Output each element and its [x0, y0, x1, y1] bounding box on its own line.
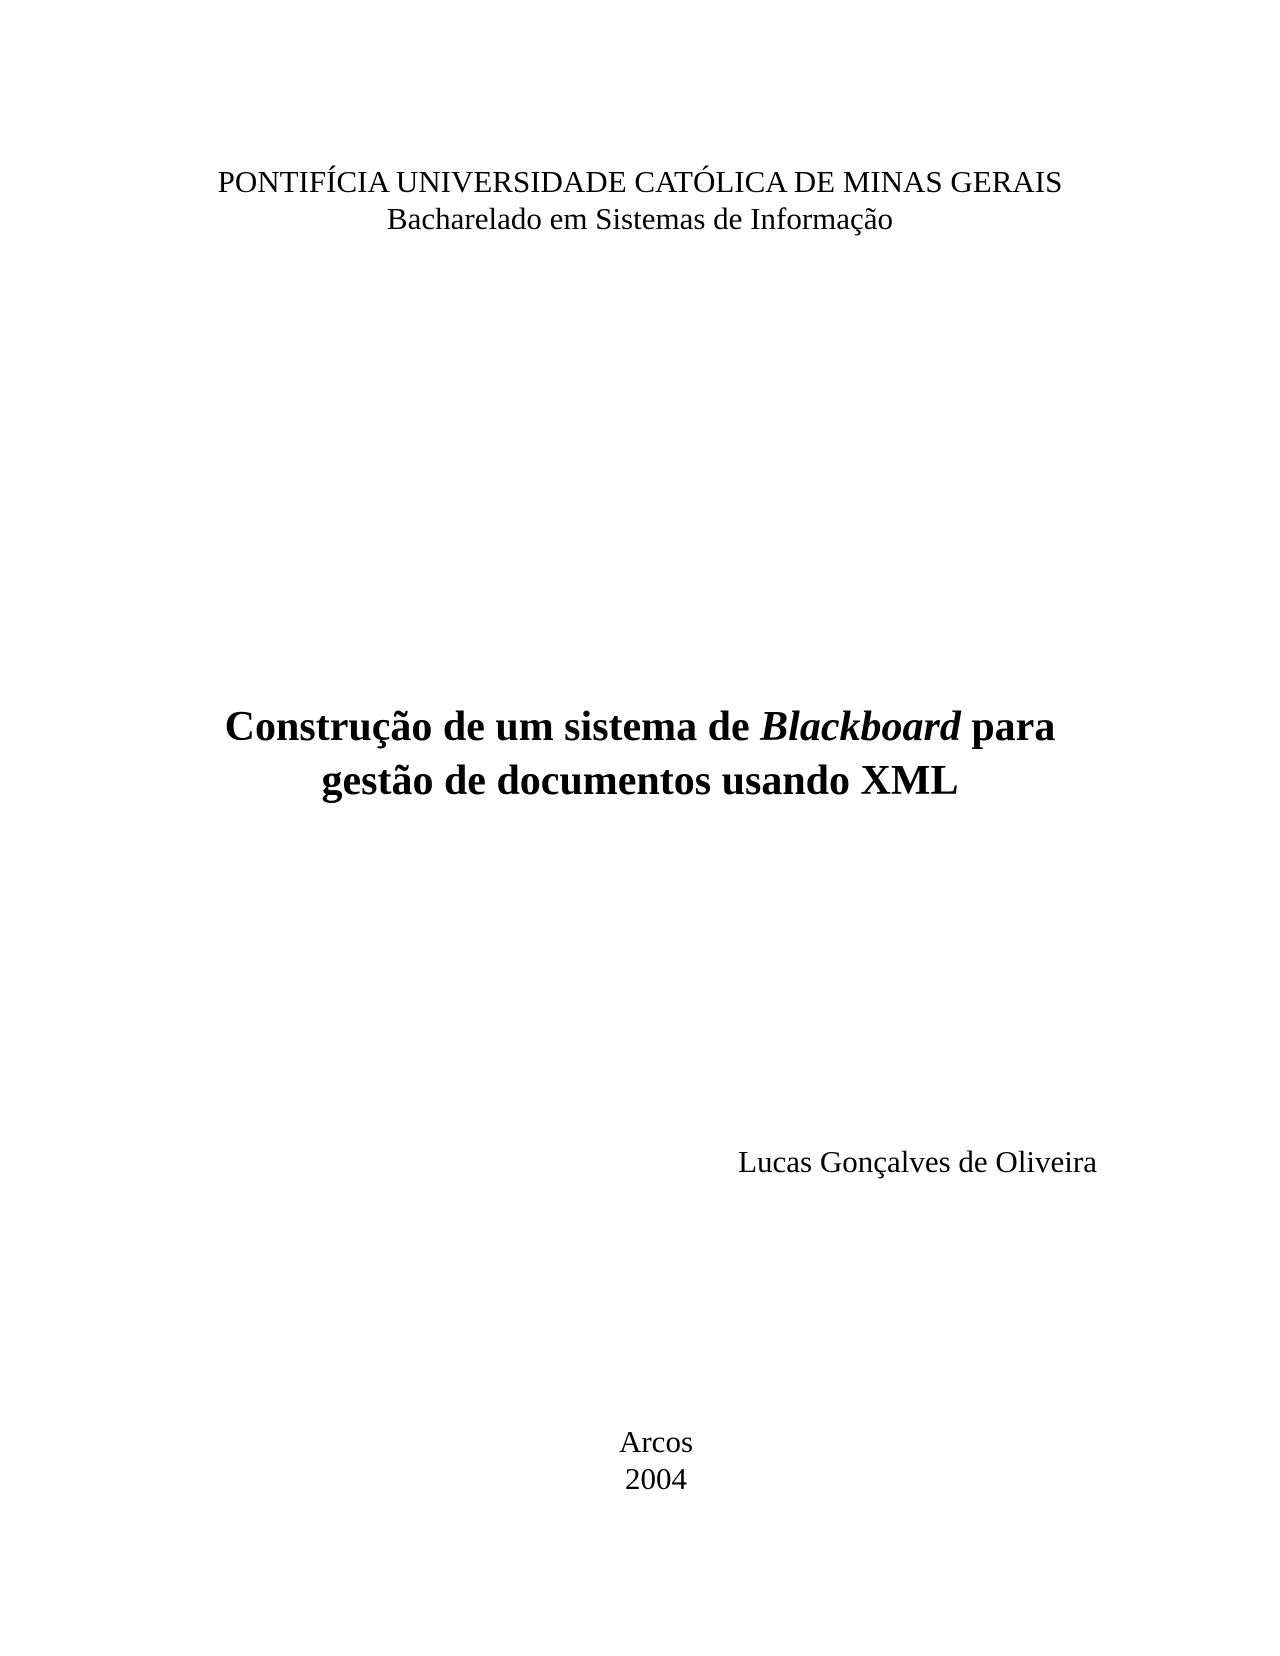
title-line-1-prefix: Construção de um sistema de [224, 704, 761, 750]
title-line-1-suffix: para [960, 704, 1056, 750]
author-name: Lucas Gonçalves de Oliveira [738, 1144, 1097, 1179]
page-footer [0, 1423, 1280, 1497]
title-line-1 [0, 700, 1280, 754]
title-line-1-italic: Blackboard [760, 704, 961, 750]
year: 2004 [625, 1461, 687, 1496]
document-title [0, 700, 1280, 808]
page-header [0, 163, 1280, 237]
title-line-2: gestão de documentos usando XML [321, 758, 959, 804]
city: Arcos [618, 1424, 694, 1459]
institution-name: PONTIFÍCIA UNIVERSIDADE CATÓLICA DE MINAS GERAIS [217, 164, 1063, 199]
course-name: Bacharelado em Sistemas de Informação [386, 201, 894, 236]
